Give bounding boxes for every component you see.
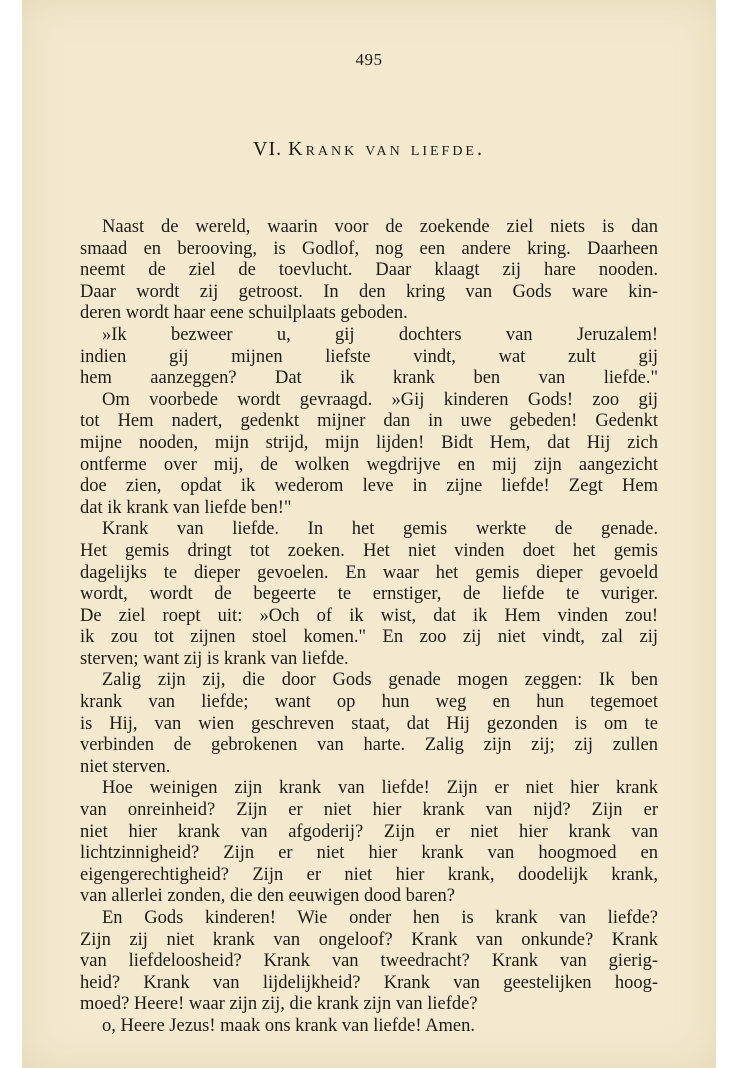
text-line: o, Heere Jezus! maak ons krank van liefde! Amen. xyxy=(102,1015,475,1036)
text-line: krank van liefde; want op hun weg en hun tegemoet xyxy=(80,692,658,713)
text-line: eigengerechtigheid? Zijn er niet hier krank, doodelijk krank, xyxy=(80,864,658,885)
text-line: heid? Krank van lijdelijkheid? Krank van geestelijken hoog- xyxy=(80,972,658,993)
chapter-title: Krank van liefde. xyxy=(288,138,485,160)
text-line: ontferme over mij, de wolken wegdrijve en mij zijn aangezicht xyxy=(80,454,658,475)
chapter-numeral: VI. xyxy=(253,138,283,160)
text-line: verbinden de gebrokenen van harte. Zalig zijn zij; zij zullen xyxy=(80,735,658,756)
chapter-heading xyxy=(22,138,716,161)
text-line: van onreinheid? Zijn er niet hier krank van nijd? Zijn er xyxy=(80,800,658,821)
page-number: 495 xyxy=(355,50,383,69)
text-line: moed? Heere! waar zijn zij, die krank zijn van liefde? xyxy=(80,994,478,1015)
text-line: Naast de wereld, waarin voor de zoekende ziel niets is dan xyxy=(102,217,658,237)
text-line: van liefdeloosheid? Krank van tweedracht? Krank van gierig- xyxy=(80,951,658,972)
text-line: deren wordt haar eene schuilplaats geboden. xyxy=(80,303,408,324)
body-text xyxy=(80,217,658,1038)
text-line: ik zou tot zijnen stoel komen." En zoo zij niet vindt, zal zij xyxy=(80,627,658,648)
text-line: indien gij mijnen liefste vindt, wat zult gij xyxy=(80,346,658,367)
text-line: Zalig zijn zij, die door Gods genade mogen zeggen: Ik ben xyxy=(102,670,658,691)
text-line: De ziel roept uit: »Och of ik wist, dat ik Hem vinden zou! xyxy=(80,605,658,626)
text-line: Krank van liefde. In het gemis werkte de genade. xyxy=(102,519,658,540)
text-line: Het gemis dringt tot zoeken. Het niet vinden doet het gemis xyxy=(80,540,658,561)
text-line: niet hier krank van afgoderij? Zijn er niet hier krank van xyxy=(80,821,658,842)
text-line: Om voorbede wordt gevraagd. »Gij kinderen Gods! zoo gij xyxy=(102,389,658,410)
text-line: Daar wordt zij getroost. In den kring van Gods ware kin- xyxy=(80,281,658,302)
text-line: sterven; want zij is krank van liefde. xyxy=(80,648,349,669)
text-line: Hoe weinigen zijn krank van liefde! Zijn er niet hier krank xyxy=(102,778,658,799)
text-line: dagelijks te dieper gevoelen. En waar het gemis dieper gevoeld xyxy=(80,562,658,583)
text-line: En Gods kinderen! Wie onder hen is krank van liefde? xyxy=(102,908,658,928)
text-line: neemt de ziel de toevlucht. Daar klaagt zij hare nooden. xyxy=(80,260,658,281)
text-line: hem aanzeggen? Dat ik krank ben van liefde." xyxy=(80,368,658,389)
text-line: smaad en berooving, is Godlof, nog een andere kring. Daarheen xyxy=(80,238,658,259)
text-line: van allerlei zonden, die den eeuwigen dood baren? xyxy=(80,886,455,907)
text-line: Zijn zij niet krank van ongeloof? Krank van onkunde? Krank xyxy=(80,929,658,950)
text-line: niet sterven. xyxy=(80,756,171,777)
text-line: dat ik krank van liefde ben!" xyxy=(80,497,292,518)
text-line: mijne nooden, mijn strijd, mijn lijden! Bidt Hem, dat Hij zich xyxy=(80,432,658,453)
text-line: »Ik bezweer u, gij dochters van Jeruzalem! xyxy=(102,324,658,345)
text-line: is Hij, van wien geschreven staat, dat Hij gezonden is om te xyxy=(80,713,658,734)
text-line: lichtzinnigheid? Zijn er niet hier krank van hoogmoed en xyxy=(80,843,658,864)
book-page xyxy=(22,0,716,1068)
text-line: doe zien, opdat ik wederom leve in zijne liefde! Zegt Hem xyxy=(80,476,658,497)
text-line: wordt, wordt de begeerte te ernstiger, de liefde te vuriger. xyxy=(80,584,658,605)
text-line: tot Hem nadert, gedenkt mijner dan in uwe gebeden! Gedenkt xyxy=(80,411,658,432)
